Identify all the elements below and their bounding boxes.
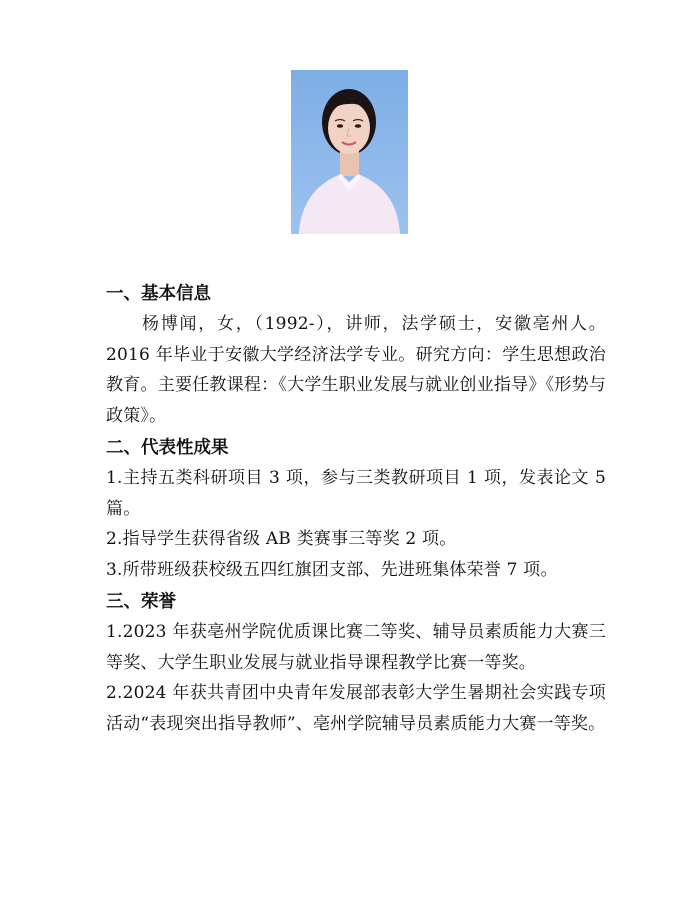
section-heading-honors: 三、荣誉: [106, 592, 176, 612]
section-heading-achievements: 二、代表性成果: [106, 438, 229, 458]
achievement-item-1: 1.主持五类科研项目 3 项，参与三类教研项目 1 项，发表论文 5 篇。: [106, 468, 606, 519]
honor-item-1: 1.2023 年获亳州学院优质课比赛二等奖、辅导员素质能力大赛三等奖、大学生职业发展与就业指导课程教学比赛一等奖。: [106, 622, 606, 673]
achievement-item-3: 3.所带班级获校级五四红旗团支部、先进班集体荣誉 7 项。: [106, 559, 558, 580]
portrait-photo: [291, 70, 408, 234]
honor-item-2: 2.2024 年获共青团中央青年发展部表彰大学生暑期社会实践专项活动“表现突出指导教师”、亳州学院辅导员素质能力大赛一等奖。: [106, 683, 606, 734]
basic-info-paragraph: 杨博闻，女，（1992-），讲师，法学硕士，安徽亳州人。2016 年毕业于安徽大学经济法学专业。研究方向：学生思想政治教育。主要任教课程：《大学生职业发展与就业创业指导》《形势与政策》。: [106, 314, 606, 426]
resume-content: [106, 279, 606, 739]
section-heading-basic-info: 一、基本信息: [106, 284, 211, 304]
achievement-item-2: 2.指导学生获得省级 AB 类赛事三等奖 2 项。: [106, 529, 457, 549]
portrait-illustration: [291, 70, 408, 234]
